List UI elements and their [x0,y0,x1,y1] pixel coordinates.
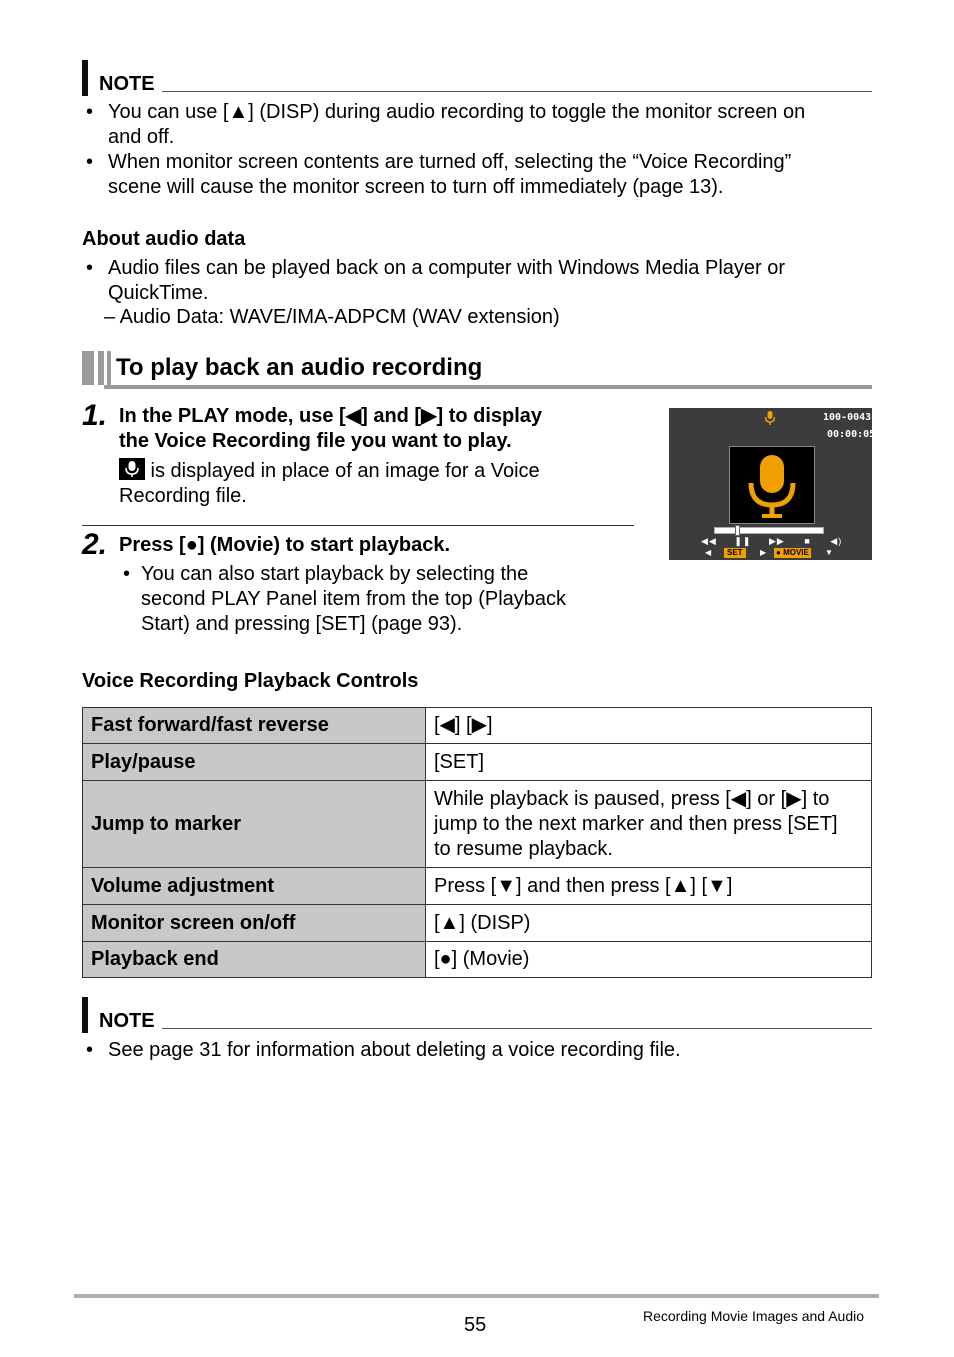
table-row [83,942,872,978]
controls-table [82,707,872,978]
control-value: [▲] (DISP) [426,905,872,942]
page-number: 55 [464,1314,487,1336]
control-value: Press [▼] and then press [▲] [▼] [426,868,872,905]
note-label: NOTE [99,73,155,95]
footer-rule [74,1294,879,1298]
table-row [83,744,872,781]
microphone-graphic [729,446,815,524]
note-bullet-text: You can use [▲] (DISP) during audio recording to toggle the monitor screen on and off. [108,101,806,148]
step-number: 1. [82,399,108,432]
audio-format: – Audio Data: WAVE/IMA-ADPCM (WAV extension) [104,306,560,328]
table-row [83,868,872,905]
note-label: NOTE [99,1010,155,1032]
note-bar [82,60,88,96]
table-row [83,905,872,942]
movie-label: ● MOVIE [776,548,809,557]
note-bar [82,997,88,1033]
elapsed-time: 00:00:05 [827,429,876,440]
control-name: Jump to marker [83,781,426,868]
control-guide-bar [669,546,872,560]
table-row [83,708,872,744]
progress-bar [714,527,824,534]
left-key-icon: ◀ [705,548,712,557]
control-name: Playback end [83,942,426,978]
controls-heading: Voice Recording Playback Controls [82,670,419,692]
audio-heading: About audio data [82,228,246,250]
control-name: Fast forward/fast reverse [83,708,426,744]
step2-title: Press [●] (Movie) to start playback. [119,534,451,556]
transport-controls [701,536,842,546]
control-name: Monitor screen on/off [83,905,426,942]
section-title: To play back an audio recording [116,354,483,381]
section-heading [82,351,872,389]
note-header [82,60,872,96]
file-number: 100-0043 [823,412,872,423]
rewind-icon: ◀◀ [701,536,717,546]
down-key-icon: ▼ [825,548,833,557]
camera-screen [669,408,876,560]
step-number: 2. [82,528,108,561]
step1-desc: is displayed in place of an image for a Voice Recording file. [119,460,540,507]
right-key-icon: ▶ [760,548,767,557]
progress-marker [735,525,740,536]
voice-recording-icon [119,458,145,480]
control-value: While playback is paused, press [◀] or [▶] to jump to the next marker and then press [SET] to resume playback. [426,781,872,868]
microphone-icon [730,447,814,523]
step1-title: In the PLAY mode, use [◀] and [▶] to display the Voice Recording file you want to play. [119,405,543,452]
note-bullet-text: When monitor screen contents are turned off, selecting the “Voice Recording” scene will cause the monitor screen to turn off immediately (page 13). [108,151,792,198]
control-name: Play/pause [83,744,426,781]
chapter-title: Recording Movie Images and Audio [643,1308,865,1324]
volume-icon: ◀) [830,536,843,546]
table-row [83,781,872,868]
note-rule [162,91,872,92]
note-header [82,997,872,1033]
set-label: SET [724,548,746,558]
stop-icon: ■ [804,536,811,546]
control-value: [●] (Movie) [426,942,872,978]
pause-icon: ❚❚ [734,536,752,546]
fast-forward-icon: ▶▶ [768,536,785,546]
note-rule [162,1028,872,1029]
control-value: [◀] [▶] [426,708,872,744]
mic-indicator-icon [764,410,776,426]
control-value: [SET] [426,744,872,781]
step-divider [82,525,634,526]
control-name: Volume adjustment [83,868,426,905]
